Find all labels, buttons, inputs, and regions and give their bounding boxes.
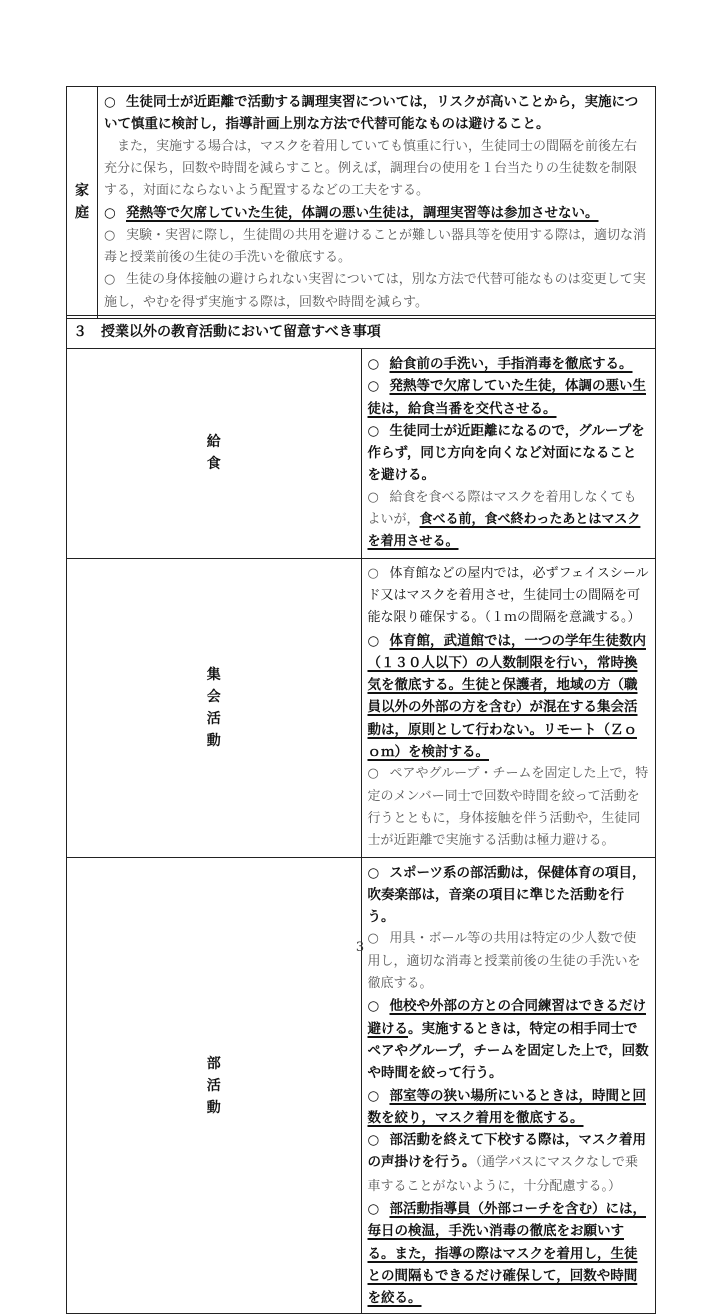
list-item (368, 995, 650, 1084)
bullet-icon: ○ (367, 864, 380, 881)
item-note: （通学バスにマスクなしで乗車することがないように，十分配慮する。） (367, 1155, 639, 1194)
bullet-icon: ○ (367, 489, 379, 505)
category-cell (67, 87, 98, 319)
list-item (368, 420, 650, 487)
bullet-icon: ○ (367, 1132, 380, 1149)
page-number: 3 (355, 940, 365, 955)
item-text: 給食を食べる際はマスクを着用しなくてもよいが， (367, 489, 637, 528)
category-char: 活 (206, 710, 221, 727)
bullet-icon: ○ (367, 1087, 380, 1104)
list-item (104, 225, 649, 270)
category-char: 庭 (75, 205, 89, 222)
bullet-icon: ○ (367, 378, 380, 395)
category-char: 動 (206, 732, 221, 749)
list-item (368, 862, 650, 929)
bullet-icon: ○ (104, 205, 116, 222)
item-text: また，実施する場合は，マスクを着用していても慎重に行い，生徒同士の間隔を前後左右充分に保ち，回数や時間を減らすこと。例えば，調理台の使用を１台当たりの生徒数を制限する，対面にならないよう配置するなどの工夫をする。 (104, 138, 638, 199)
bullet-icon: ○ (367, 356, 380, 372)
list-item (104, 91, 649, 136)
item-text: スポーツ系の部活動は，保健体育の項目，吹奏楽部は，音楽の項目に準じた活動を行う。 (367, 864, 646, 926)
item-text: 部活動指導員（外部コーチを含む）には，毎日の検温，手洗い消毒の徹底をお願いする。また，指導の際はマスクを着用し，生徒との間隔もできるだけ確保して，回数や時間を絞る。 (367, 1200, 646, 1307)
list-item (368, 763, 650, 852)
category-char: 家 (75, 183, 89, 200)
item-text: 部活動を終えて下校する際は，マスク着用の声掛けを行う。 (367, 1132, 646, 1171)
items-cell (98, 87, 656, 319)
category-cell (67, 857, 362, 1314)
category-char: 給 (206, 434, 221, 451)
list-item (368, 563, 650, 630)
category-cell (67, 558, 362, 857)
bullet-icon: ○ (104, 94, 116, 110)
category-cell (67, 349, 362, 559)
list-item (368, 375, 650, 420)
item-text: 給食前の手洗い，手指消毒を徹底する。 (389, 356, 633, 372)
bullet-icon: ○ (104, 272, 116, 288)
list-item (368, 1085, 650, 1130)
category-char: 部 (206, 1055, 221, 1072)
item-text: 発熱等で欠席していた生徒，体調の悪い生徒は，給食当番を交代させる。 (367, 378, 646, 417)
item-text: 体育館などの屋内では，必ずフェイスシールド又はマスクを着用させ，生徒同士の間隔を可能な限り確保する。（１ｍの間隔を意識する。） (367, 565, 649, 626)
bullet-icon: ○ (367, 1200, 380, 1217)
category-char: 集 (206, 666, 221, 683)
item-text-underlined: 食べる前，食べ終わったあとはマスクを着用させる。 (367, 512, 641, 550)
item-text: 生徒の身体接触の避けられない実習については，別な方法で代替可能なものは変更して実施し，やむを得ず実施する際は，回数や時間を減らす。 (104, 272, 646, 310)
items-cell (361, 558, 656, 857)
list-item (368, 928, 650, 995)
item-text: 用具・ボール等の共用は特定の少人数で使用し，適切な消毒と授業前後の生徒の手洗いを徹底する。 (367, 931, 641, 992)
item-text: 。実施するときは，特定の相手同士でペアやグループ，チームを固定した上で，回数や時間を絞って行う。 (367, 1020, 649, 1082)
item-text: 生徒同士が近距離で活動する調理実習については，リスクが高いことから，実施について慎重に検討し，指導計画上別な方法で代替可能なものは避けること。 (104, 94, 639, 133)
items-cell (361, 857, 656, 1314)
category-char: 食 (206, 456, 221, 473)
list-item (104, 269, 649, 314)
list-item (368, 1129, 650, 1198)
category-char: 会 (206, 688, 221, 705)
section-heading: ３ 授業以外の教育活動において留意すべき事項 (67, 316, 656, 349)
list-item (104, 202, 649, 224)
home-economics-table (66, 86, 656, 319)
item-text: 部室等の狭い場所にいるときは，時間と回数を絞り，マスク着用を徹底する。 (367, 1087, 646, 1126)
category-char: 動 (206, 1099, 221, 1116)
item-text: 実験・実習に際し，生徒間の共用を避けることが難しい器具等を使用する際は，適切な消毒と授業前後の生徒の手洗いを徹底する。 (104, 227, 647, 266)
bullet-icon: ○ (367, 632, 380, 649)
items-cell (361, 349, 656, 559)
item-text: 体育館，武道館では，一つの学年生徒数内（１３０人以下）の人数制限を行い，常時換気を徹底する。生徒と保護者，地域の方（職員以外の外部の方を含む）が混在する集会活動は，原則として行わない。リモート（Ｚｏｏｍ）を検討する。 (367, 632, 646, 761)
bullet-icon: ○ (367, 422, 380, 439)
list-item (368, 1198, 650, 1309)
list-item (368, 487, 650, 554)
bullet-icon: ○ (104, 227, 116, 243)
list-item (104, 136, 649, 203)
list-item (368, 630, 650, 764)
item-text: 生徒同士が近距離になるので，グループを作らず，同じ方向を向くなど対面になることを避ける。 (367, 422, 645, 484)
section3-table (66, 315, 656, 1314)
item-text: ペアやグループ・チームを固定した上で，特定のメンバー同士で回数や時間を絞って活動を行うとともに，身体接触を伴う活動や，生徒同士が近距離で実施する活動は極力避ける。 (367, 766, 649, 849)
bullet-icon: ○ (367, 998, 380, 1015)
list-item (368, 353, 650, 375)
item-text-underlined: 他校や外部の方との合同練習はできるだけ避ける (367, 998, 646, 1037)
bullet-icon: ○ (367, 931, 379, 947)
item-text: 発熱等で欠席していた生徒，体調の悪い生徒は，調理実習等は参加させない。 (126, 205, 599, 222)
bullet-icon: ○ (367, 565, 379, 581)
category-char: 活 (206, 1077, 221, 1094)
bullet-icon: ○ (367, 766, 379, 782)
